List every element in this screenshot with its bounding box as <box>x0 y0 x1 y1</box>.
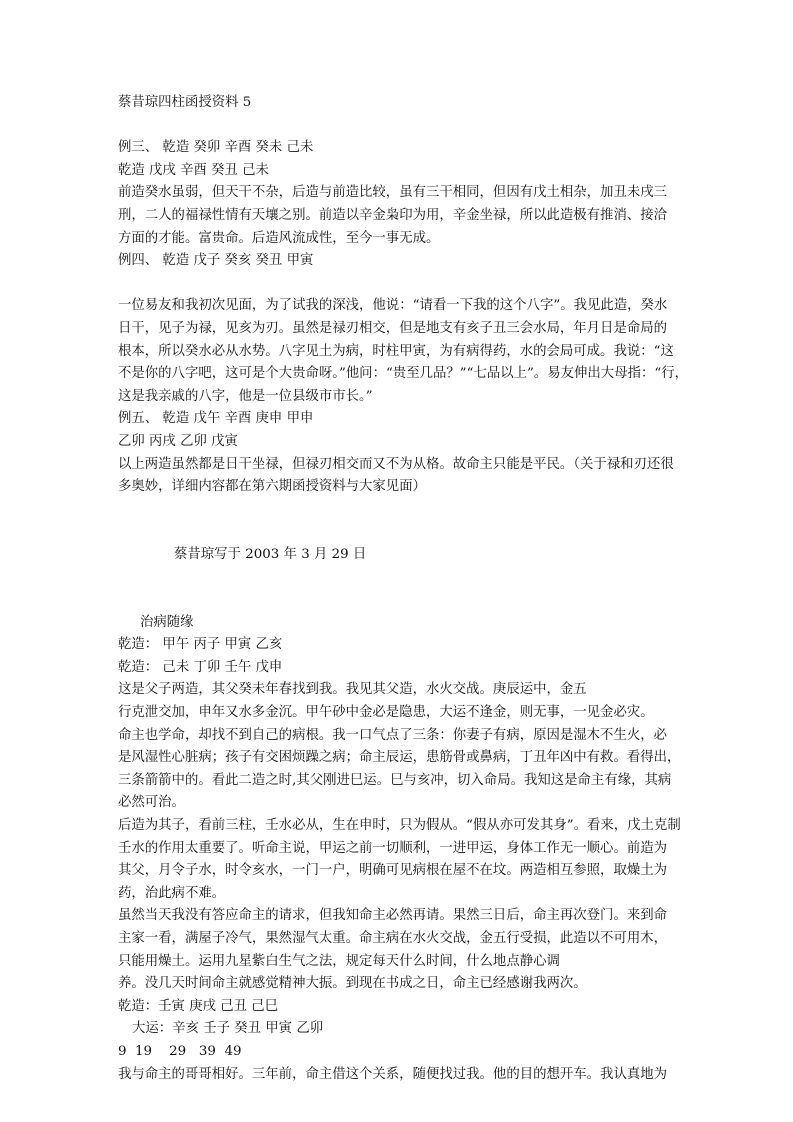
example3-header: 例三、 乾造 癸卯 辛酉 癸未 己未 <box>118 140 314 156</box>
example3-body-line: 方面的才能。富贵命。后造风流成性，至今一事无成。 <box>118 230 440 246</box>
section-body-line: 其父，月令子水，时令亥水，一门一户，明确可见病根在屋不在坟。两造相互参照，取燥土为 <box>118 863 668 879</box>
section-heading: 治病随缘 <box>140 614 194 630</box>
document-title: 蔡昔琼四柱函授资料 5 <box>118 95 252 110</box>
spacer <box>118 521 678 544</box>
section-body-line: 虽然当天我没有答应命主的请求，但我知命主必然再请。果然三日后，命主再次登门。来到命 <box>118 908 668 924</box>
section-body-line: 是风湿性心脏病；孩子有交困烦躁之病；命主辰运，患筋骨或鼻病，丁丑年凶中有救。看得出， <box>118 750 681 766</box>
example4-body-line: 一位易友和我初次见面，为了试我的深浅，他说：“请看一下我的这个八字”。我见此造，癸水 <box>118 298 668 314</box>
spacer <box>118 499 678 522</box>
example4-body-line: 这是我亲戚的八字，他是一位县级市市长。” <box>118 388 373 404</box>
dayun-line: 大运：辛亥 壬子 癸丑 甲寅 乙卯 <box>132 1021 324 1037</box>
example5-chart2: 乙卯 丙戌 乙卯 戊寅 <box>118 433 238 449</box>
spacer <box>118 566 678 589</box>
signature-date: 蔡昔琼写于 2003 年 3 月 29 日 <box>174 546 367 562</box>
section-body-line: 养。没几天时间命主就感觉精神大振。到现在书成之日，命主已经感谢我两次。 <box>118 976 587 992</box>
example3-body-line: 前造癸水虽弱，但天干不杂，后造与前造比较，虽有三干相同，但因有戊土相杂，加丑未戌三 <box>118 185 668 201</box>
section-body-line: 壬水的作用太重要了。听命主说，甲运之前一切顺利，一进甲运，身体工作无一顺心。前造为 <box>118 840 668 856</box>
section-body-line: 行克泄交加，申年又水多金沉。甲午砂中金必是隐患，大运不逢金，则无事，一见金必灾。 <box>118 705 654 721</box>
section-body-line: 命主也学命，却找不到自己的病根。我一口气点了三条：你妻子有病，原因是湿木不生火，必 <box>118 727 668 743</box>
section-body-line: 这是父子两造，其父癸未年春找到我。我见其父造，水火交战。庚辰运中，金五 <box>118 682 587 698</box>
example4-header: 例四、 乾造 戊子 癸亥 癸丑 甲寅 <box>118 253 314 269</box>
spacer <box>118 273 678 296</box>
example5-header: 例五、 乾造 戊午 辛酉 庚申 甲申 <box>118 411 314 427</box>
dayun-ages: 9 19 29 39 49 <box>118 1043 242 1059</box>
section-body-line: 主家一看，满屋子冷气，果然湿气太重。命主病在水火交战，金五行受损，此造以不可用木， <box>118 930 668 946</box>
section-body-line: 药，治此病不难。 <box>118 885 226 901</box>
chart-father: 乾造： 甲午 丙子 甲寅 乙亥 <box>118 637 283 653</box>
example4-body-line: 不是你的八字吧，这可是个大贵命呀。”他问：“贵至几品？”“七品以上”。易友伸出大母指：“行， <box>118 366 688 382</box>
section-body-line: 必然可治。 <box>118 795 185 811</box>
example5-body-line: 以上两造虽然都是日干坐禄，但禄刃相交而又不为从格。故命主只能是平民。（关于禄和刃还很 <box>118 456 674 472</box>
example4-body-line: 根本，所以癸水必从水势。八字见土为病，时柱甲寅，为有病得药，水的会局可成。我说：“这 <box>118 343 674 359</box>
document-page <box>118 92 688 1086</box>
section-body-line: 后造为其子，看前三柱，壬水必从，生在申时，只为假从。“假从亦可发其身”。看来，戊土克制 <box>118 818 681 833</box>
example3-chart2: 乾造 戊戌 辛酉 癸丑 己未 <box>118 162 269 178</box>
chart-son: 乾造： 己未 丁卯 壬午 戊申 <box>118 659 283 675</box>
section-body-line: 三条箭箭中的。看此二造之时,其父刚进巳运。巳与亥冲，切入命局。我知这是命主有缘，其病 <box>118 772 672 788</box>
example5-body-line: 多奥妙，详细内容都在第六期函授资料与大家见面） <box>118 479 426 495</box>
chart-third: 乾造：壬寅 庚戌 己丑 己巳 <box>118 998 279 1014</box>
example3-body-line: 刑，二人的福禄性情有天壤之别。前造以辛金枭印为用，辛金坐禄，所以此造极有推消、接洽 <box>118 207 668 223</box>
example4-body-line: 日干，见子为禄，见亥为刃。虽然是禄刃相交，但是地支有亥子丑三会水局，年月日是命局的 <box>118 320 668 336</box>
spacer <box>118 115 678 138</box>
last-body-line: 我与命主的哥哥相好。三年前，命主借这个关系，随便找过我。他的目的想开车。我认真地为 <box>118 1066 668 1082</box>
spacer <box>118 589 678 612</box>
section-body-line: 只能用燥土。运用九星紫白生气之法，规定每天什么时间，什么地点静心调 <box>118 953 560 969</box>
